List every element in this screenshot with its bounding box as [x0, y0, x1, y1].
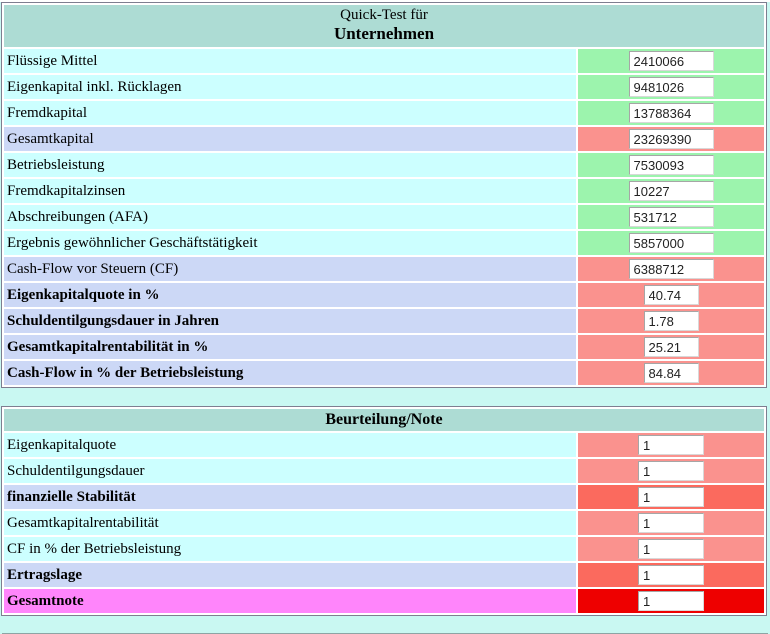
row-label-eigenkapitalquote-prozent: Eigenkapitalquote in %: [4, 283, 576, 307]
row-label-note-eigenkapitalquote: Eigenkapitalquote: [4, 433, 576, 457]
input-gesamtkapital[interactable]: [629, 129, 714, 149]
input-cell: [578, 257, 764, 281]
table-header-row: [4, 5, 764, 47]
input-finanzielle-stabilitaet[interactable]: [638, 487, 704, 507]
table-row: [4, 309, 764, 333]
title-line1: Quick-Test für: [340, 7, 428, 23]
input-eigenkapital[interactable]: [629, 77, 714, 97]
input-cell: [578, 485, 764, 509]
input-fremdkapital[interactable]: [629, 103, 714, 123]
row-label-schuldentilgungsdauer-jahre: Schuldentilgungsdauer in Jahren: [4, 309, 576, 333]
row-label-fremdkapitalzinsen: Fremdkapitalzinsen: [4, 179, 576, 203]
input-cell: [578, 179, 764, 203]
input-ertragslage[interactable]: [638, 565, 704, 585]
input-abschreibungen[interactable]: [629, 207, 714, 227]
row-label-gesamtkapitalrentabilitaet-prozent: Gesamtkapitalrentabilität in %: [4, 335, 576, 359]
input-betriebsleistung[interactable]: [629, 155, 714, 175]
table-row: [4, 179, 764, 203]
input-cell: [578, 589, 764, 613]
table-row: [4, 433, 764, 457]
input-cell: [578, 433, 764, 457]
table-row: [4, 459, 764, 483]
row-label-eigenkapital: Eigenkapital inkl. Rücklagen: [4, 75, 576, 99]
row-label-cashflow-vor-steuern: Cash-Flow vor Steuern (CF): [4, 257, 576, 281]
input-schuldentilgungsdauer-jahre[interactable]: [644, 311, 699, 331]
input-cell: [578, 127, 764, 151]
quicktest-table: [1, 2, 767, 388]
table-row: [4, 511, 764, 535]
row-label-ergebnis: Ergebnis gewöhnlicher Geschäftstätigkeit: [4, 231, 576, 255]
input-cashflow-vor-steuern[interactable]: [629, 259, 714, 279]
row-label-ertragslage: Ertragslage: [4, 563, 576, 587]
input-cell: [578, 361, 764, 385]
row-label-fremdkapital: Fremdkapital: [4, 101, 576, 125]
input-cashflow-prozent-betriebsleistung[interactable]: [644, 363, 699, 383]
table-row: [4, 75, 764, 99]
input-cell: [578, 459, 764, 483]
table-row: [4, 101, 764, 125]
row-label-finanzielle-stabilitaet: finanzielle Stabilität: [4, 485, 576, 509]
beurteilung-table: [1, 406, 767, 616]
input-fremdkapitalzinsen[interactable]: [629, 181, 714, 201]
row-label-fluessige-mittel: Flüssige Mittel: [4, 49, 576, 73]
row-label-abschreibungen: Abschreibungen (AFA): [4, 205, 576, 229]
input-cell: [578, 537, 764, 561]
table-row: [4, 205, 764, 229]
input-note-cf-betriebsleistung[interactable]: [638, 539, 704, 559]
input-gesamtnote[interactable]: [638, 591, 704, 611]
table-row: [4, 257, 764, 281]
title-line2: Unternehmen: [333, 24, 435, 43]
row-label-cashflow-prozent-betriebsleistung: Cash-Flow in % der Betriebsleistung: [4, 361, 576, 385]
table-row: [4, 361, 764, 385]
input-cell: [578, 75, 764, 99]
row-label-betriebsleistung: Betriebsleistung: [4, 153, 576, 177]
table-header-row: [4, 409, 764, 431]
table-row: [4, 563, 764, 587]
row-label-note-gesamtkapitalrentabilitaet: Gesamtkapitalrentabilität: [4, 511, 576, 535]
input-cell: [578, 335, 764, 359]
table-row: [4, 283, 764, 307]
table-row: [4, 231, 764, 255]
input-ergebnis[interactable]: [629, 233, 714, 253]
row-label-gesamtkapital: Gesamtkapital: [4, 127, 576, 151]
table-row: [4, 49, 764, 73]
input-note-schuldentilgungsdauer[interactable]: [638, 461, 704, 481]
row-label-note-schuldentilgungsdauer: Schuldentilgungsdauer: [4, 459, 576, 483]
quicktest-table-title: [4, 5, 764, 47]
input-cell: [578, 283, 764, 307]
input-cell: [578, 563, 764, 587]
input-cell: [578, 205, 764, 229]
input-fluessige-mittel[interactable]: [629, 51, 714, 71]
table-row: [4, 153, 764, 177]
input-cell: [578, 309, 764, 333]
input-cell: [578, 153, 764, 177]
input-note-gesamtkapitalrentabilitaet[interactable]: [638, 513, 704, 533]
input-cell: [578, 101, 764, 125]
table-row: [4, 485, 764, 509]
input-note-eigenkapitalquote[interactable]: [638, 435, 704, 455]
row-label-gesamtnote: Gesamtnote: [4, 589, 576, 613]
input-cell: [578, 511, 764, 535]
input-gesamtkapitalrentabilitaet-prozent[interactable]: [644, 337, 699, 357]
table-row: [4, 127, 764, 151]
table-row: [4, 537, 764, 561]
input-cell: [578, 231, 764, 255]
input-cell: [578, 49, 764, 73]
row-label-note-cf-betriebsleistung: CF in % der Betriebsleistung: [4, 537, 576, 561]
table-row: [4, 335, 764, 359]
beurteilung-table-title: Beurteilung/Note: [4, 409, 764, 431]
table-row: [4, 589, 764, 613]
input-eigenkapitalquote-prozent[interactable]: [644, 285, 699, 305]
